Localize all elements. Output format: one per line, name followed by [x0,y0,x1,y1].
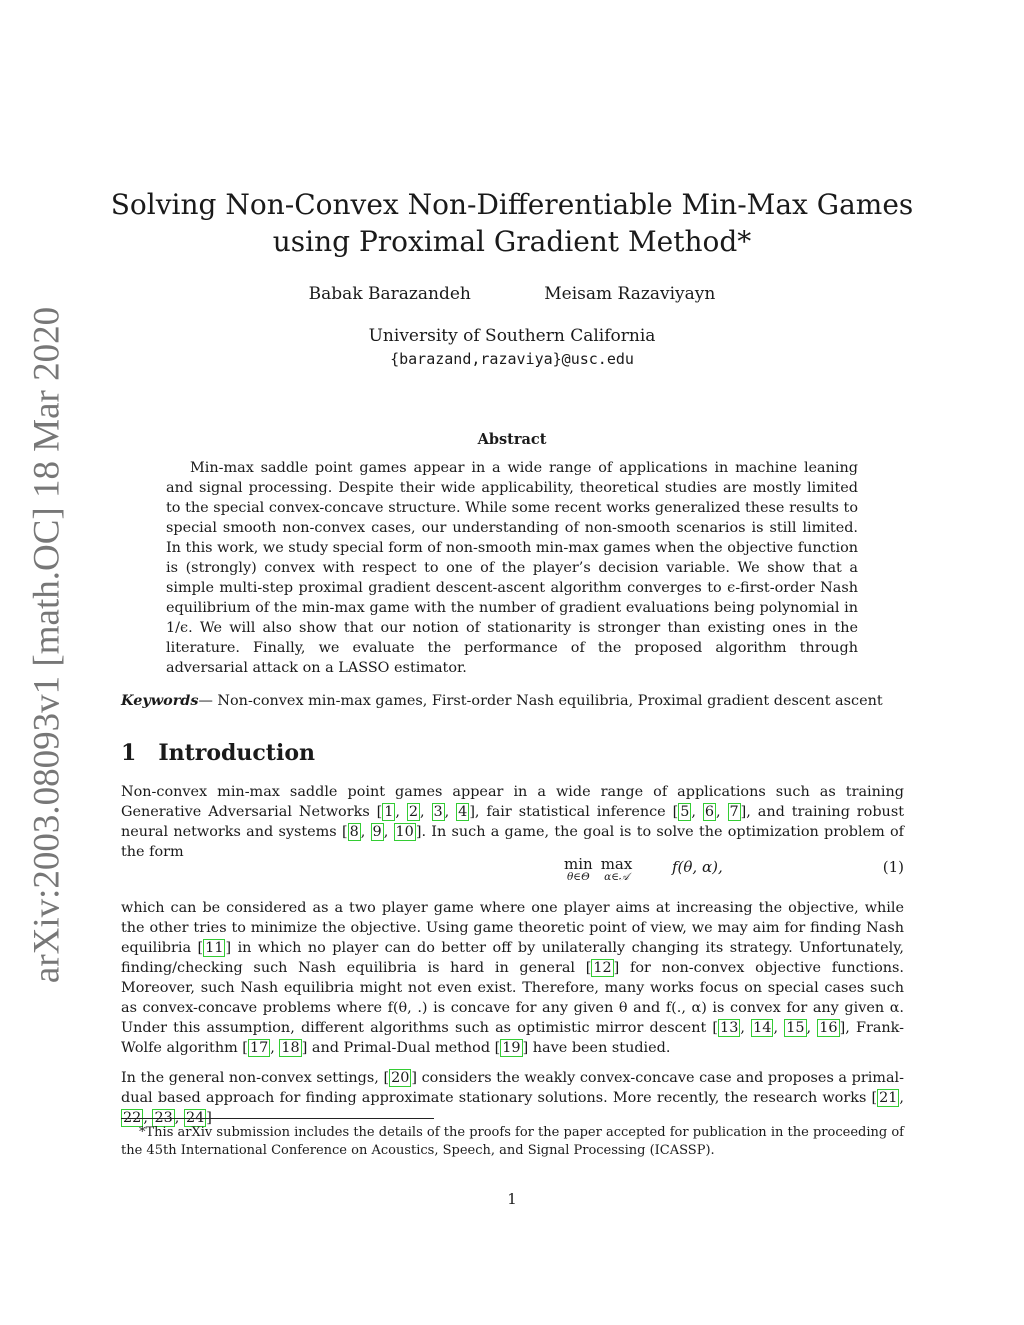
author-name: Meisam Razaviyayn [544,284,716,304]
citation-link[interactable]: 20 [391,1070,410,1086]
affiliation: University of Southern California [368,326,656,346]
paper-title: Solving Non-Convex Non-Differentiable Min-Max Games using Proximal Gradient Method* [110,188,914,258]
author-name: Babak Barazandeh [308,284,471,304]
affiliation-block [0,325,1024,371]
citation-link[interactable]: 10 [395,824,414,840]
citation-link[interactable]: 19 [502,1040,521,1056]
citation-link[interactable]: 22 [123,1110,142,1126]
citation-link[interactable]: 21 [879,1090,898,1106]
arxiv-sidebar-stamp [22,306,72,984]
min-subscript: θ∈Θ [566,871,590,883]
author-list [0,284,1024,304]
section-title: Introduction [158,740,315,766]
max-subscript: α∈𝒜 [604,871,629,883]
abstract-heading: Abstract [477,431,547,448]
citation-link[interactable]: 17 [249,1040,269,1056]
citation-link[interactable]: 16 [819,1020,838,1036]
equation-number: (1) [882,858,904,876]
citation-link[interactable]: 8 [349,824,359,840]
intro-paragraph-1: Non-convex min-max saddle point games appear in a wide range of applications such as training Generative Adversarial Networks [ 1 , 2 , 3 , 4 ], fair statistical inference [ 5 , 6 , 7 ], and training robust neural networks and systems [ 8 , 9 , 10 ]. In such a game, the goal is to solve the optimization problem of the form [121,784,904,860]
equation-expression: f(θ, α), [672,858,723,876]
citation-link[interactable]: 11 [205,940,224,956]
citation-link[interactable]: 9 [372,824,382,840]
page-number: 1 [507,1190,517,1208]
citation-link[interactable]: 12 [593,960,612,976]
abstract-text: Min-max saddle point games appear in a wide range of applications in machine leaning and signal processing. Despite their wide applicability, theoretical studies are mostly limited to the special convex-concave structure. While some recent works generalized these results to special smooth non-convex cases, our understanding of non-smooth scenarios is still limited. In this work, we study special form of non-smooth min-max games when the objective function is (strongly) convex with respect to one of the player’s decision variable. We show that a simple multi-step proximal gradient descent-ascent algorithm converges to ϵ-first-order Nash equilibrium of the min-max game with the number of gradient evaluations being polynomial in 1/ϵ. We will also show that our notion of stationarity is stronger than existing ones in the literature. Finally, we evaluate the performance of the proposed algorithm through adversarial attack on a LASSO estimator. [166,460,858,676]
citation-link[interactable]: 13 [720,1020,739,1036]
footnote: *This arXiv submission includes the details of the proofs for the paper accepted for publication in the proceeding of the 45th International Conference on Acoustics, Speech, and Signal Processing (ICASSP). [121,1125,904,1158]
keywords-label: Keywords [121,692,199,709]
section-heading [121,740,315,766]
max-operator: max [600,855,633,873]
intro-paragraph-3: In the general non-convex settings, [ 20 ] considers the weakly convex-concave case and proposes a primal-dual based approach for finding approximate stationary solutions. More recently, the research works [ 21 , 22 , 23 , 24 ] [121,1070,905,1126]
citation-link[interactable]: 6 [704,804,715,820]
min-operator: min [564,855,593,873]
citation-link[interactable]: 4 [458,804,468,820]
intro-paragraph-2: which can be considered as a two player game where one player aims at increasing the objective, while the other tries to minimize the objective. Using game theoretic point of view, we may aim for finding Nash equilibria [ 11 ] in which no player can do better off by unilaterally changing its strategy. Unfortunately, finding/checking such Nash equilibria is hard in general [ 12 ] for non-convex objective functions. Moreover, such Nash equilibria might not even exist. Therefore, many works focus on special cases such as convex-concave problems where f(θ, .) is concave for any given θ and f(., α) is convex for any given α. Under this assumption, different algorithms such as optimistic mirror descent [ 13 , 14 , 15 , 16 ], Frank-Wolfe algorithm [ 17 , 18 ] and Primal-Dual method [ 19 ] have been studied. [121,900,905,1056]
citation-link[interactable]: 14 [753,1020,772,1036]
footnote-rule [121,1118,434,1119]
arxiv-id: arXiv:2003.08093v1 [math.OC] 18 Mar 2020 [26,306,68,984]
citation-link[interactable]: 7 [729,804,739,820]
citation-link[interactable]: 1 [384,804,394,820]
citation-link[interactable]: 23 [154,1110,173,1126]
author-email: {barazand,razaviya}@usc.edu [390,350,634,368]
citation-link[interactable]: 2 [408,804,419,820]
citation-link[interactable]: 3 [433,804,443,820]
citation-link[interactable]: 5 [680,804,690,820]
min-max-operators [564,855,633,884]
keywords-line [121,692,911,709]
citation-link[interactable]: 24 [185,1110,205,1126]
citation-link[interactable]: 15 [786,1020,805,1036]
citation-link[interactable]: 18 [281,1040,300,1056]
keywords-text: — Non-convex min-max games, First-order Nash equilibria, Proximal gradient descent ascent [198,693,883,709]
equation-1 [121,855,904,891]
section-number: 1 [121,740,137,766]
